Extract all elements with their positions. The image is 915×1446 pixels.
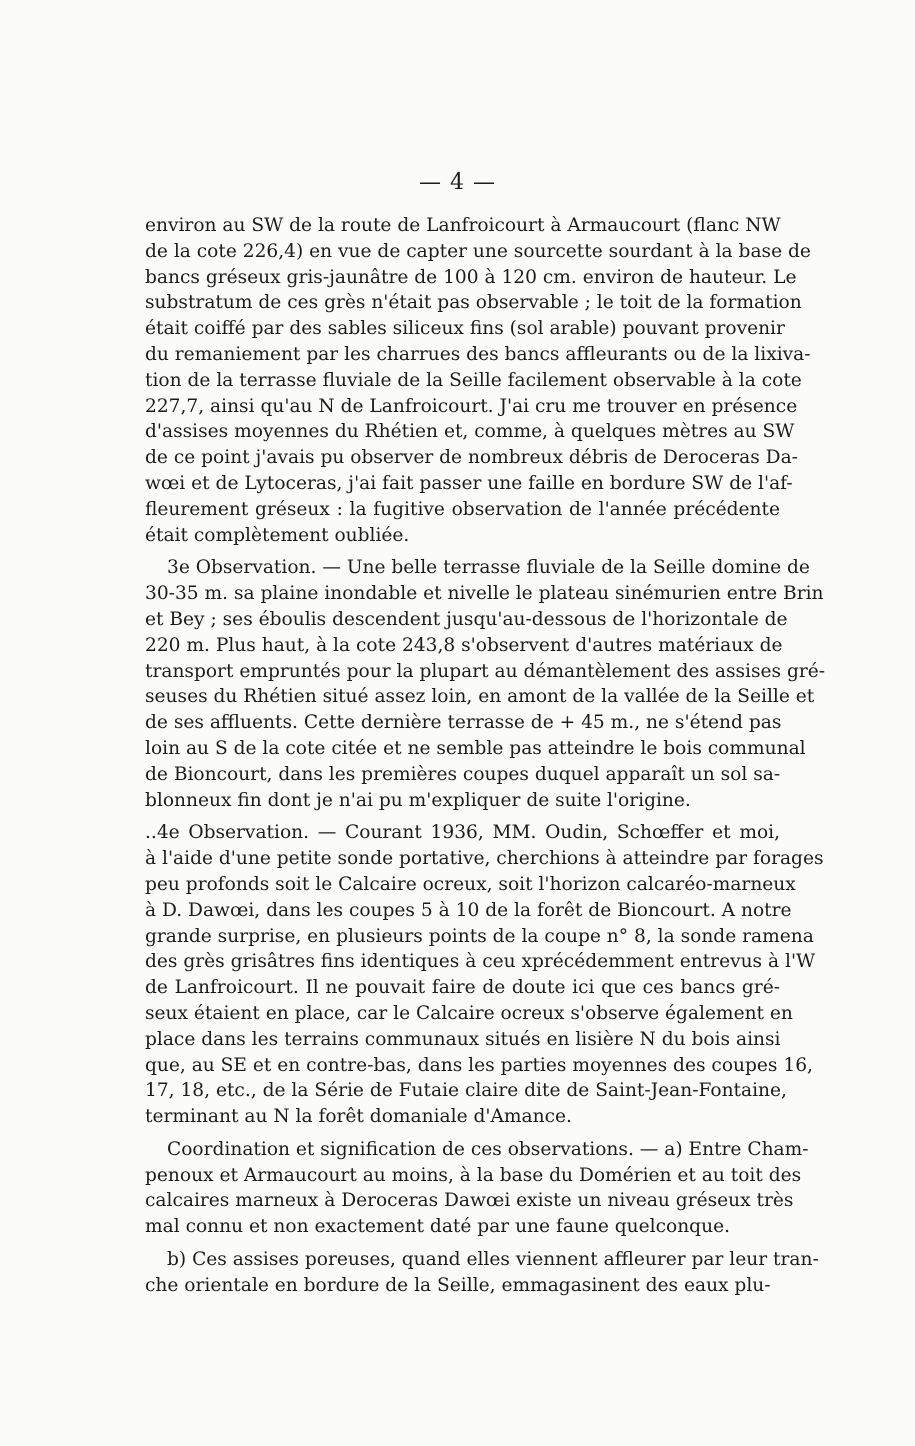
text-line: seuses du Rhétien situé assez loin, en amont de la vallée de la Seille et xyxy=(145,686,815,708)
text-line: b) Ces assises poreuses, quand elles viennent affleurer par leur tran- xyxy=(167,1249,819,1271)
text-line: substratum de ces grès n'était pas observable ; le toit de la formation xyxy=(145,292,802,314)
text-line: loin au S de la cote citée et ne semble pas atteindre le bois communal xyxy=(145,737,806,759)
text-line: 220 m. Plus haut, à la cote 243,8 s'observent d'autres matériaux de xyxy=(145,634,783,656)
page-number: — 4 — xyxy=(419,170,496,195)
text-line: bancs gréseux gris-jaunâtre de 100 à 120 cm. environ de hauteur. Le xyxy=(145,266,797,288)
text-line: fleurement gréseux : la fugitive observation de l'année précédente xyxy=(145,498,780,520)
text-line: était coiffé par des sables siliceux fins (sol arable) pouvant provenir xyxy=(145,318,785,340)
text-line: peu profonds soit le Calcaire ocreux, soit l'horizon calcaréo-marneux xyxy=(145,873,796,895)
text-line: Coordination et signification de ces observations. — a) Entre Cham- xyxy=(167,1138,809,1160)
paragraph xyxy=(145,820,824,1130)
text-line: transport empruntés pour la plupart au démantèlement des assises gré- xyxy=(145,660,826,682)
text-line: de Bioncourt, dans les premières coupes duquel apparaît un sol sa- xyxy=(145,763,781,785)
paragraph xyxy=(145,1247,819,1299)
text-line: que, au SE et en contre-bas, dans les parties moyennes des coupes 16, xyxy=(145,1054,813,1076)
text-line: de Lanfroicourt. Il ne pouvait faire de doute ici que ces bancs gré- xyxy=(145,977,780,999)
text-line: à l'aide d'une petite sonde portative, cherchions à atteindre par forages xyxy=(145,848,824,870)
text-line: des grès grisâtres fins identiques à ceu xprécédemment entrevus à l'W xyxy=(145,951,816,973)
text-line: à D. Dawœi, dans les coupes 5 à 10 de la forêt de Bioncourt. A notre xyxy=(145,899,792,921)
paragraph xyxy=(145,555,826,813)
text-line: terminant au N la forêt domaniale d'Amance. xyxy=(145,1106,572,1128)
text-line: mal connu et non exactement daté par une faune quelconque. xyxy=(145,1216,730,1238)
text-line: calcaires marneux à Deroceras Dawœi existe un niveau gréseux très xyxy=(145,1190,794,1212)
text-line: environ au SW de la route de Lanfroicourt à Armaucourt (flanc NW xyxy=(145,215,781,236)
text-line: 3e Observation. — Une belle terrasse fluviale de la Seille domine de xyxy=(167,557,810,579)
text-line: tion de la terrasse fluviale de la Seille facilement observable à la cote xyxy=(145,369,802,391)
text-line: du remaniement par les charrues des bancs affleurants ou de la lixiva- xyxy=(145,343,811,365)
text-line: était complètement oubliée. xyxy=(145,524,410,546)
text-line: grande surprise, en plusieurs points de la coupe n° 8, la sonde ramena xyxy=(145,925,814,947)
text-line: wœi et de Lytoceras, j'ai fait passer une faille en bordure SW de l'af- xyxy=(145,472,793,494)
text-line: place dans les terrains communaux situés en lisière N du bois ainsi xyxy=(145,1028,781,1050)
text-line: d'assises moyennes du Rhétien et, comme, à quelques mètres au SW xyxy=(145,421,795,443)
text-line: de ce point j'avais pu observer de nombreux débris de Deroceras Da- xyxy=(145,447,798,469)
text-line: che orientale en bordure de la Seille, emmagasinent des eaux plu- xyxy=(145,1274,771,1296)
text-line: 17, 18, etc., de la Série de Futaie claire dite de Saint-Jean-Fontaine, xyxy=(145,1080,787,1102)
body-text xyxy=(145,213,826,1306)
text-line: et Bey ; ses éboulis descendent jusqu'au-dessous de l'horizontale de xyxy=(145,608,788,630)
text-line: penoux et Armaucourt au moins, à la base du Domérien et au toit des xyxy=(145,1164,802,1186)
text-line: ..4e Observation. — Courant 1936, MM. Oudin, Schœffer et moi, xyxy=(145,822,780,844)
text-line: blonneux fin dont je n'ai pu m'expliquer de suite l'origine. xyxy=(145,789,691,811)
paragraph xyxy=(145,213,811,548)
paragraph xyxy=(145,1137,809,1240)
text-line: 30-35 m. sa plaine inondable et nivelle le plateau sinémurien entre Brin xyxy=(145,583,824,605)
text-line: de la cote 226,4) en vue de capter une sourcette sourdant à la base de xyxy=(145,240,811,262)
text-line: seux étaient en place, car le Calcaire ocreux s'observe également en xyxy=(145,1002,793,1024)
text-line: de ses affluents. Cette dernière terrasse de + 45 m., ne s'étend pas xyxy=(145,712,782,734)
text-line: 227,7, ainsi qu'au N de Lanfroicourt. J'ai cru me trouver en présence xyxy=(145,395,798,417)
